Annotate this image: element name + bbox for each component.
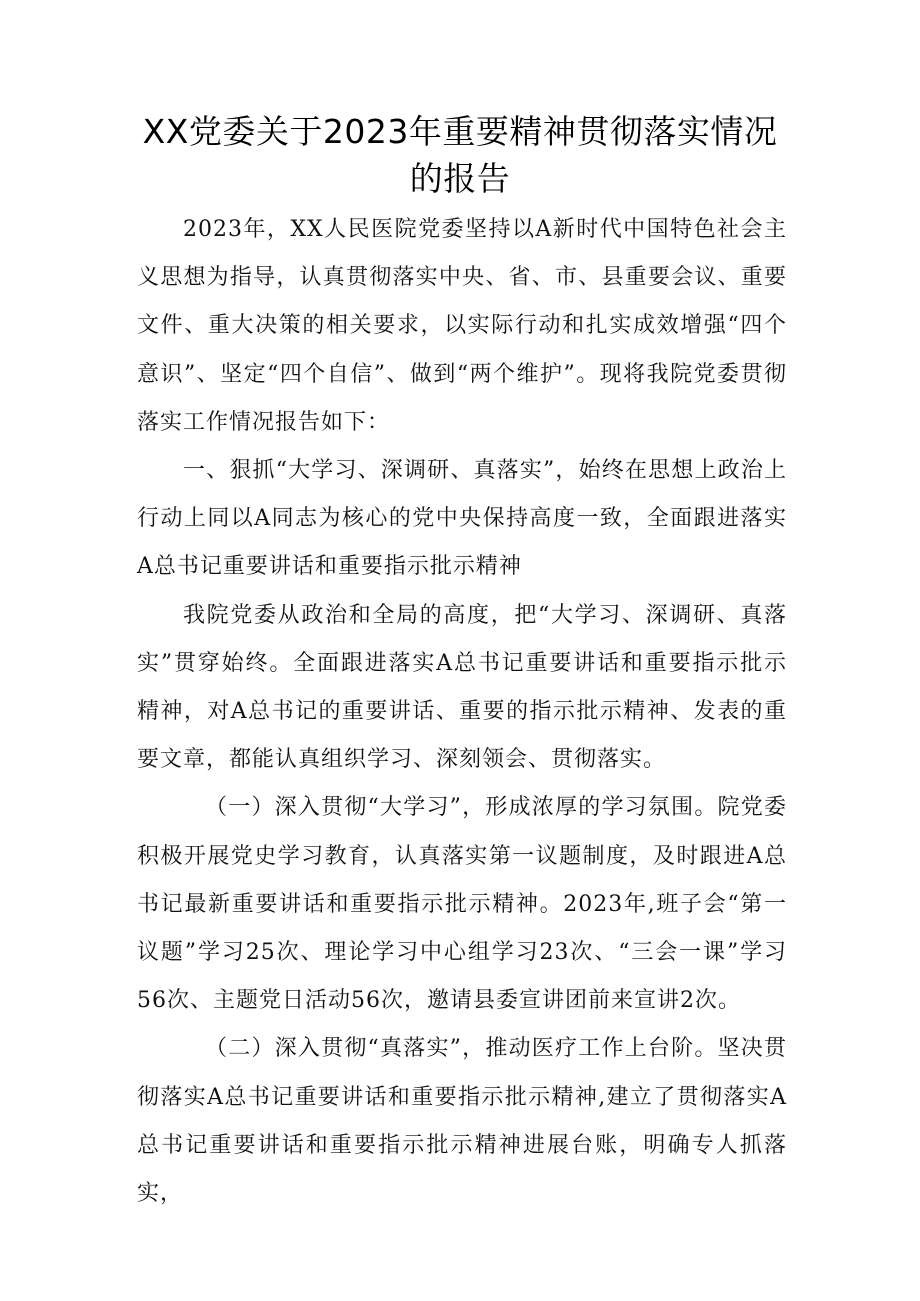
document-title (120, 108, 800, 202)
subsection-2-paragraph: （二）深入贯彻“真落实”，推动医疗工作上台阶。坚决贯彻落实A总书记重要讲话和重要指示批示精神,建立了贯彻落实A总书记重要讲话和重要指示批示精神进展台账，明确专人抓落实， (137, 1036, 787, 1207)
document-body (137, 206, 787, 1218)
intro-paragraph: 2023年，XX人民医院党委坚持以A新时代中国特色社会主义思想为指导，认真贯彻落实中央、省、市、县重要会议、重要文件、重大决策的相关要求，以实际行动和扎实成效增强“四个意识”、坚定“四个自信”、做到“两个维护”。现将我院党委贯彻落实工作情况报告如下： (137, 217, 787, 435)
section-1-paragraph: 我院党委从政治和全局的高度，把“大学习、深调研、真落实”贯穿始终。全面跟进落实A总书记重要讲话和重要指示批示精神，对A总书记的重要讲话、重要的指示批示精神、发表的重要文章，都能认真组织学习、深刻领会、贯彻落实。 (137, 602, 787, 773)
title-line-1: XX党委关于2023年重要精神贯彻落实情况 (142, 112, 778, 151)
title-line-2: 的报告 (409, 159, 511, 198)
section-heading-1: 一、狠抓“大学习、深调研、真落实”，始终在思想上政治上行动上同以A同志为核心的党中央保持高度一致，全面跟进落实A总书记重要讲话和重要指示批示精神 (137, 458, 787, 580)
subsection-1-paragraph: （一）深入贯彻“大学习”，形成浓厚的学习氛围。院党委积极开展党史学习教育，认真落实第一议题制度，及时跟进A总书记最新重要讲话和重要指示批示精神。2023年,班子会“第一议题”学习25次、理论学习中心组学习23次、“三会一课”学习56次、主题党日活动56次，邀请县委宣讲团前来宣讲2次。 (137, 795, 787, 1014)
